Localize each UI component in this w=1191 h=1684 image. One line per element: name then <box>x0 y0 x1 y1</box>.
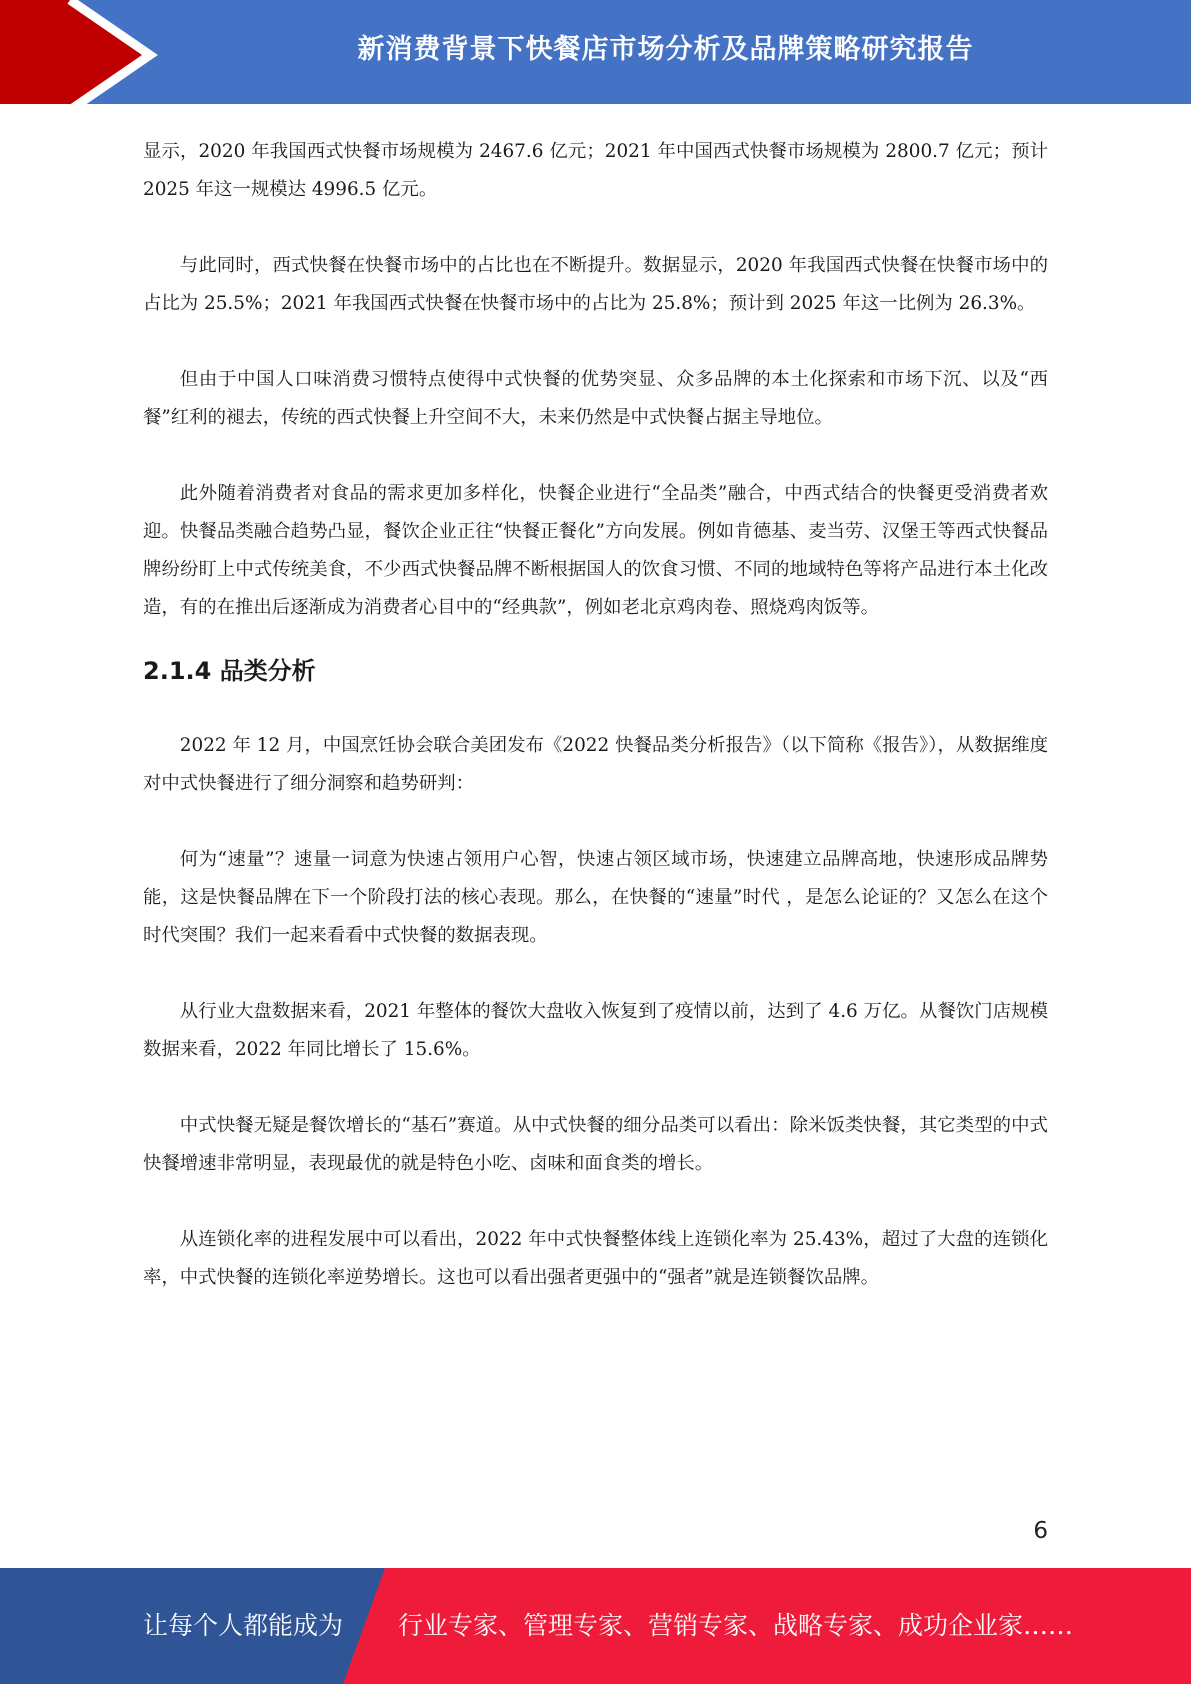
paragraph: 与此同时，西式快餐在快餐市场中的占比也在不断提升。数据显示，2020 年我国西式快餐在快餐市场中的占比为 25.5%；2021 年我国西式快餐在快餐市场中的占比为 25.8%；预计到 2025 年这一比例为 26.3%。 <box>143 255 1048 314</box>
header-red-arrow <box>0 0 150 110</box>
page-number: 6 <box>1033 1518 1048 1544</box>
footer-slogan-left: 让每个人都能成为 <box>143 1611 344 1640</box>
paragraph: 何为“速量”？速量一词意为快速占领用户心智，快速占领区域市场，快速建立品牌高地，快速形成品牌势能，这是快餐品牌在下一个阶段打法的核心表现。那么，在快餐的“速量”时代 ，是怎么论证的？又怎么在这个时代突围？我们一起来看看中式快餐的数据表现。 <box>143 849 1048 946</box>
report-title: 新消费背景下快餐店市场分析及品牌策略研究报告 <box>357 34 974 65</box>
page-header <box>0 0 1191 110</box>
paragraph: 显示，2020 年我国西式快餐市场规模为 2467.6 亿元；2021 年中国西式快餐市场规模为 2800.7 亿元；预计 2025 年这一规模达 4996.5 亿元。 <box>143 141 1048 200</box>
section-heading: 2.1.4 品类分析 <box>143 657 316 685</box>
paragraph: 2022 年 12 月，中国烹饪协会联合美团发布《2022 快餐品类分析报告》（以下简称《报告》），从数据维度对中式快餐进行了细分洞察和趋势研判： <box>143 735 1048 794</box>
footer-slogan-right: 行业专家、管理专家、营销专家、战略专家、成功企业家…… <box>398 1611 1074 1640</box>
page-body <box>143 133 1048 1335</box>
paragraph: 从行业大盘数据来看，2021 年整体的餐饮大盘收入恢复到了疫情以前，达到了 4.6 万亿。从餐饮门店规模数据来看，2022 年同比增长了 15.6%。 <box>143 1001 1048 1060</box>
paragraph: 此外随着消费者对食品的需求更加多样化，快餐企业进行“全品类”融合，中西式结合的快餐更受消费者欢迎。快餐品类融合趋势凸显，餐饮企业正往“快餐正餐化”方向发展。例如肯德基、麦当劳、汉堡王等西式快餐品牌纷纷盯上中式传统美食，不少西式快餐品牌不断根据国人的饮食习惯、不同的地域特色等将产品进行本土化改造，有的在推出后逐渐成为消费者心目中的“经典款”，例如老北京鸡肉卷、照烧鸡肉饭等。 <box>143 483 1048 618</box>
paragraph: 从连锁化率的进程发展中可以看出，2022 年中式快餐整体线上连锁化率为 25.43%，超过了大盘的连锁化率，中式快餐的连锁化率逆势增长。这也可以看出强者更强中的“强者”就是连锁餐饮品牌。 <box>143 1229 1048 1288</box>
paragraph: 中式快餐无疑是餐饮增长的“基石”赛道。从中式快餐的细分品类可以看出：除米饭类快餐，其它类型的中式快餐增速非常明显，表现最优的就是特色小吃、卤味和面食类的增长。 <box>143 1115 1048 1174</box>
page-footer <box>0 1568 1191 1684</box>
paragraph: 但由于中国人口味消费习惯特点使得中式快餐的优势突显、众多品牌的本土化探索和市场下沉、以及“西餐”红利的褪去，传统的西式快餐上升空间不大，未来仍然是中式快餐占据主导地位。 <box>143 369 1048 428</box>
header-bottom-strip <box>0 104 1191 110</box>
